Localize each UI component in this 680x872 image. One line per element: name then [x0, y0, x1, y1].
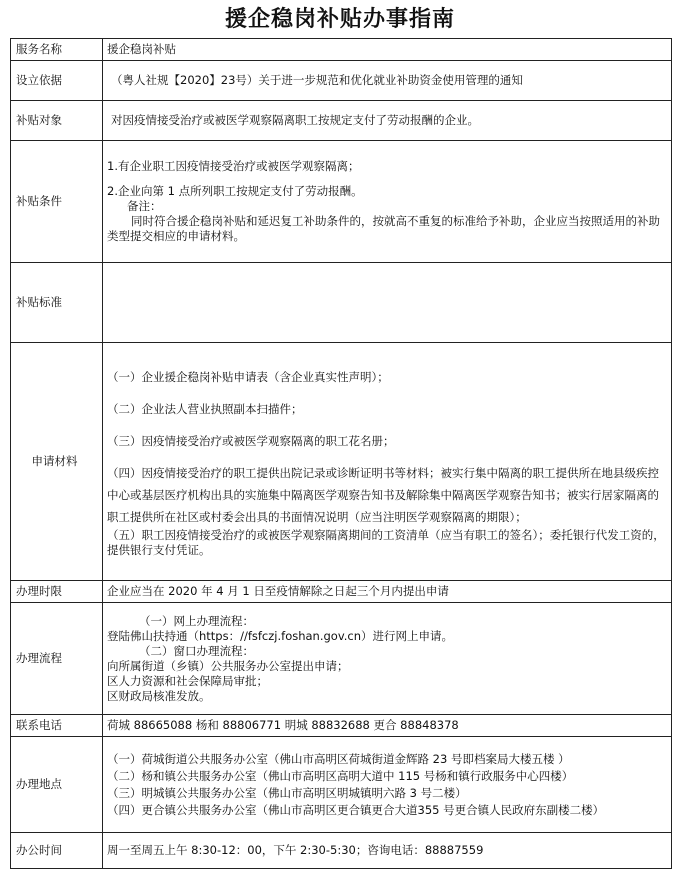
process-window-step-3: 区财政局核准发放。	[107, 688, 211, 703]
material-item-1: （一）企业援企稳岗补贴申请表（含企业真实性声明）；	[107, 369, 389, 384]
row-hours	[11, 833, 672, 869]
condition-note-title: 备注：	[127, 199, 162, 213]
materials-cell	[103, 343, 672, 581]
process-window-step-2: 区人力资源和社会保障局审批；	[107, 673, 268, 688]
material-item-3: （三）因疫情接受治疗或被医学观察隔离的职工花名册；	[107, 433, 395, 448]
standard-label: 补贴标准	[11, 263, 103, 343]
conditions-cell	[103, 141, 672, 263]
row-basis	[11, 61, 672, 101]
hours-value: 周一至周五上午 8:30-12：00，下午 2:30-5:30；咨询电话：88887559	[103, 833, 672, 869]
basis-label: 设立依据	[11, 61, 103, 101]
material-item-2: （二）企业法人营业执照副本扫描件；	[107, 401, 303, 416]
standard-value	[103, 263, 672, 343]
process-window-title: （二）窗口办理流程：	[139, 643, 254, 658]
process-online-title: （一）网上办理流程：	[139, 613, 254, 628]
row-time-limit	[11, 581, 672, 603]
row-standard	[11, 263, 672, 343]
locations-cell	[103, 737, 672, 833]
row-materials	[11, 343, 672, 581]
process-cell	[103, 603, 672, 715]
page-title: 援企稳岗补贴办事指南	[224, 6, 455, 32]
locations-label: 办理地点	[11, 737, 103, 833]
location-item-2: （二）杨和镇公共服务办公室（佛山市高明区高明大道中 115 号杨和镇行政服务中心四楼）	[107, 768, 574, 783]
row-locations	[11, 737, 672, 833]
phone-label: 联系电话	[11, 715, 103, 737]
location-item-4: （四）更合镇公共服务办公室（佛山市高明区更合镇更合大道355 号更合镇人民政府东副楼二楼）	[107, 802, 605, 817]
row-service-name	[11, 39, 672, 61]
row-process	[11, 603, 672, 715]
condition-item-1: 1.有企业职工因疫情接受治疗或被医学观察隔离；	[107, 159, 360, 173]
process-window-step-1: 向所属街道（乡镇）公共服务办公室提出申请；	[107, 658, 349, 673]
row-conditions	[11, 141, 672, 263]
service-name-value: 援企稳岗补贴	[103, 39, 672, 61]
target-value: 对因疫情接受治疗或被医学观察隔离职工按规定支付了劳动报酬的企业。	[103, 101, 672, 141]
row-phone	[11, 715, 672, 737]
conditions-label: 补贴条件	[11, 141, 103, 263]
phone-value: 荷城 88665088 杨和 88806771 明城 88832688 更合 88848378	[103, 715, 672, 737]
guide-table	[10, 38, 672, 869]
target-label: 补贴对象	[11, 101, 103, 141]
basis-value: （粤人社规【2020】23号）关于进一步规范和优化就业补助资金使用管理的通知	[103, 61, 672, 101]
row-target	[11, 101, 672, 141]
condition-note-text: 同时符合援企稳岗补贴和延迟复工补助条件的，按就高不重复的标准给予补助，企业应当按照适用的补助类型提交相应的申请材料。	[107, 214, 660, 243]
time-limit-label: 办理时限	[11, 581, 103, 603]
process-online-text: 登陆佛山扶持通（https：//fsfczj.foshan.gov.cn）进行网上申请。	[107, 628, 454, 643]
location-item-3: （三）明城镇公共服务办公室（佛山市高明区明城镇明六路 3 号二楼）	[107, 785, 467, 800]
condition-item-2: 2.企业向第 1 点所列职工按规定支付了劳动报酬。	[107, 184, 363, 198]
materials-label: 申请材料	[11, 343, 103, 581]
material-item-5: （五）职工因疫情接受治疗的或被医学观察隔离期间的工资清单（应当有职工的签名）；委托银行代发工资的，提供银行支付凭证。	[107, 527, 665, 557]
time-limit-value: 企业应当在 2020 年 4 月 1 日至疫情解除之日起三个月内提出申请	[103, 581, 672, 603]
material-item-4: （四）因疫情接受治疗的职工提供出院记录或诊断证明书等材料；被实行集中隔离的职工提供所在地县级疾控中心或基层医疗机构出具的实施集中隔离医学观察告知书及解除集中隔离医学观察告知书；被实行居家隔离的职工提供所在社区或村委会出具的书面情况说明（应当注明医学观察隔离的期限）；	[107, 465, 659, 524]
hours-label: 办公时间	[11, 833, 103, 869]
service-name-label: 服务名称	[11, 39, 103, 61]
process-label: 办理流程	[11, 603, 103, 715]
location-item-1: （一）荷城街道公共服务办公室（佛山市高明区荷城街道金辉路 23 号即档案局大楼五楼 ）	[107, 751, 570, 766]
